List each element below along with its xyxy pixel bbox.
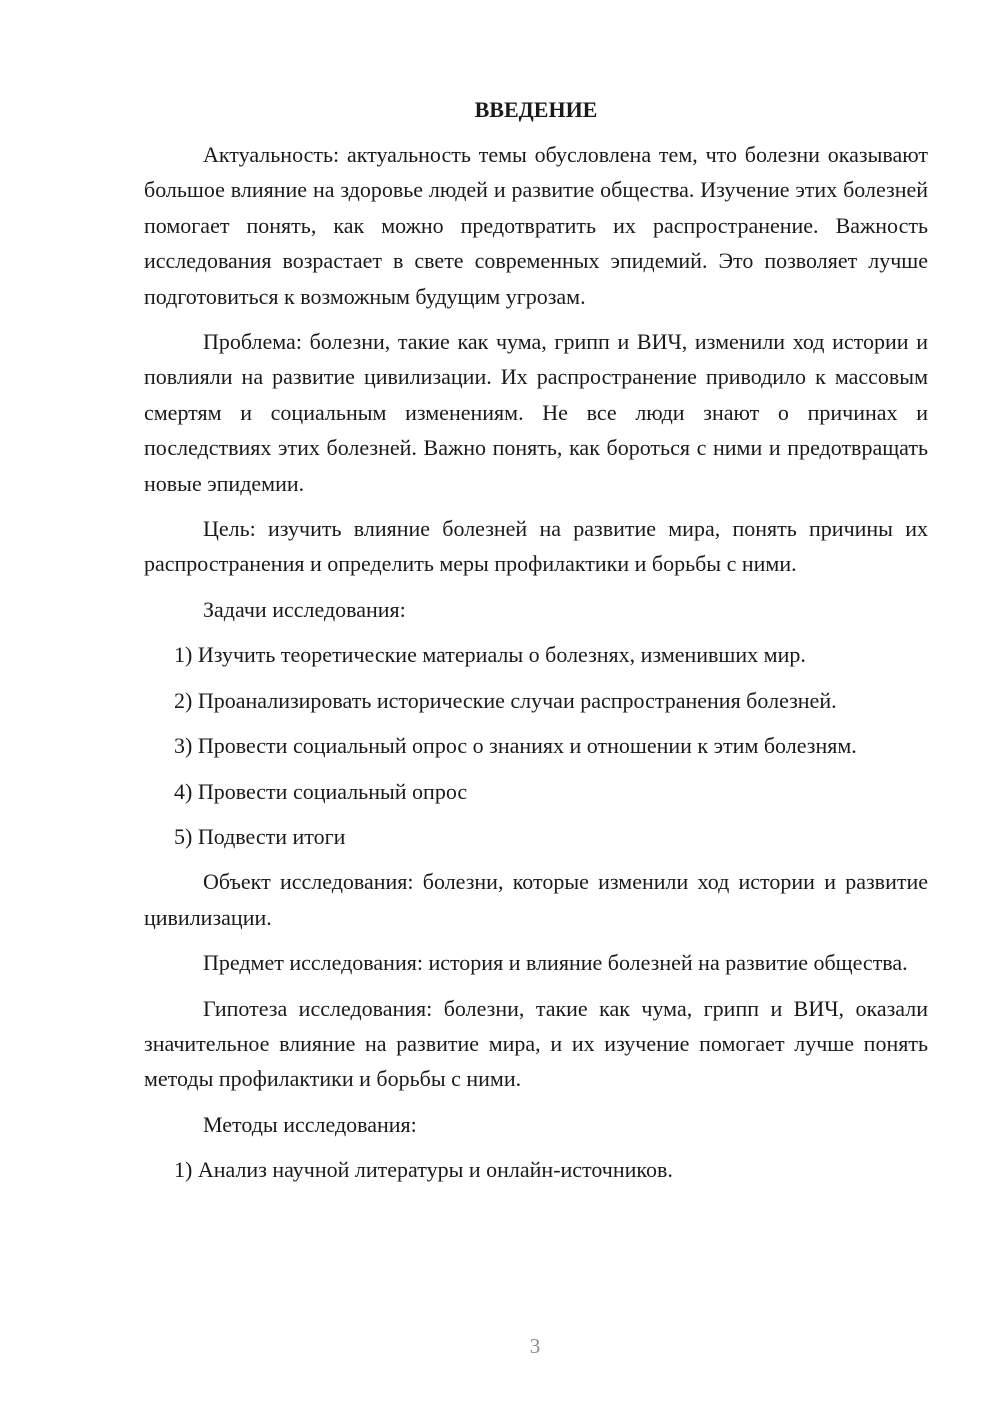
problem-paragraph: Проблема: болезни, такие как чума, грипп и ВИЧ, изменили ход истории и повлияли на развитие цивилизации. Их распространение приводило к массовым смертям и социальным изменениям. Не все люди знают о причинах и последствиях этих болезней. Важно понять, как бороться с ними и предотвращать новые эпидемии.: [144, 329, 928, 496]
page-title: ВВЕДЕНИЕ: [474, 97, 598, 122]
task-item-1: 1) Изучить теоретические материалы о болезнях, изменивших мир.: [174, 642, 806, 668]
relevance-paragraph: Актуальность: актуальность темы обусловлена тем, что болезни оказывают большое влияние на здоровье людей и развитие общества. Изучение этих болезней помогает понять, как можно предотвратить их распространение. Важность исследования возрастает в свете современных эпидемий. Это позволяет лучше подготовиться к возможным будущим угрозам.: [144, 142, 928, 309]
hypothesis-paragraph: Гипотеза исследования: болезни, такие как чума, грипп и ВИЧ, оказали значительное влияние на развитие мира, и их изучение помогает лучше понять методы профилактики и борьбы с ними.: [144, 995, 928, 1092]
task-item-5: 5) Подвести итоги: [174, 823, 346, 849]
task-item-3: 3) Провести социальный опрос о знаниях и отношении к этим болезням.: [174, 733, 857, 759]
task-item-4: 4) Провести социальный опрос: [174, 778, 468, 804]
object-paragraph: Объект исследования: болезни, которые изменили ход истории и развитие цивилизации.: [144, 869, 928, 930]
method-item-1: 1) Анализ научной литературы и онлайн-источников.: [174, 1157, 673, 1183]
task-item-2: 2) Проанализировать исторические случаи распространения болезней.: [174, 687, 837, 713]
goal-paragraph: Цель: изучить влияние болезней на развитие мира, понять причины их распространения и определить меры профилактики и борьбы с ними.: [144, 516, 928, 577]
tasks-heading: Задачи исследования:: [203, 596, 406, 622]
methods-heading: Методы исследования:: [203, 1111, 417, 1137]
page-number: 3: [529, 1334, 541, 1358]
subject-paragraph: Предмет исследования: история и влияние болезней на развитие общества.: [203, 950, 908, 976]
page-content: [144, 92, 928, 1188]
